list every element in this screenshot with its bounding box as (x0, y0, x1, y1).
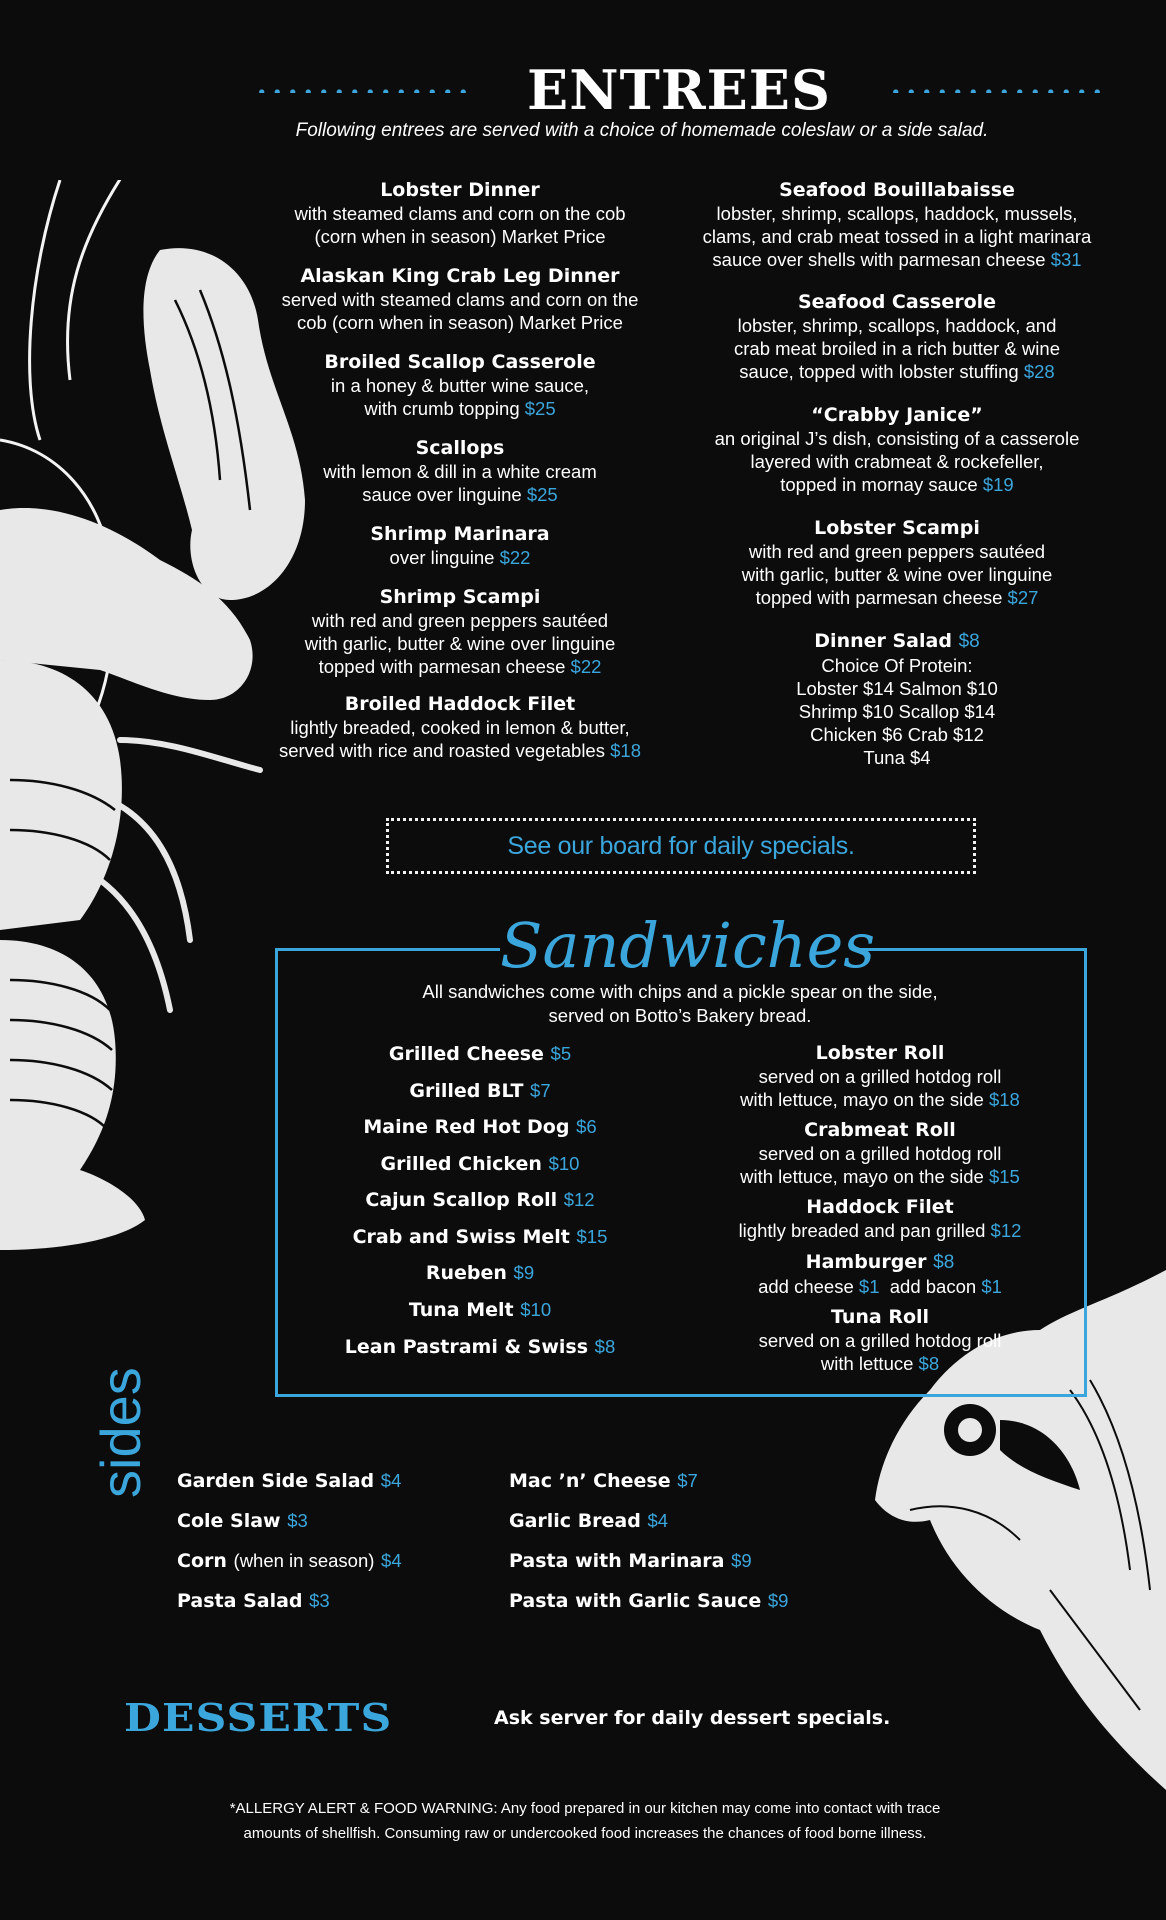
entree-desc: served with rice and roasted vegetables (278, 740, 605, 761)
allergy-line: *ALLERGY ALERT & FOOD WARNING: Any food prepared in our kitchen may come into contact with trace (229, 1800, 941, 1817)
sandwich-price: $8 (594, 1336, 616, 1357)
entree-desc: an original J’s dish, consisting of a casserole (714, 428, 1080, 449)
specials-box (386, 818, 976, 874)
side-name: Garden Side Salad (177, 1470, 375, 1492)
side-name: Cole Slaw (177, 1510, 281, 1532)
entree-desc: served with steamed clams and corn on the (281, 289, 639, 310)
side-name: Pasta with Garlic Sauce (509, 1590, 762, 1612)
entree-desc: with red and green peppers sautéed (311, 610, 609, 631)
side-price: $4 (647, 1510, 669, 1531)
entree-desc: with lemon & dill in a white cream (323, 461, 597, 482)
sandwich-desc: lightly breaded and pan grilled (738, 1220, 986, 1241)
sandwiches-title: Sandwiches (500, 906, 860, 986)
sandwich-price: $10 (520, 1299, 552, 1320)
entree-desc: (corn when in season) Market Price (314, 226, 606, 247)
title-dots-left (254, 89, 472, 93)
side-price: $3 (309, 1590, 330, 1611)
sandwich-price: $8 (933, 1252, 955, 1273)
entree-desc: sauce over shells with parmesan cheese (712, 249, 1046, 270)
side-name: Pasta with Marinara (509, 1550, 725, 1572)
sandwich-desc: with lettuce, mayo on the side (740, 1089, 984, 1110)
dinner-salad-item (690, 629, 1104, 769)
entree-item (260, 436, 660, 506)
entree-desc: sauce over linguine (362, 484, 522, 505)
entree-item (260, 585, 660, 678)
entree-name: Lobster Dinner (380, 179, 540, 201)
entree-price: $22 (499, 547, 531, 568)
sandwich-desc: with lettuce, mayo on the side (740, 1166, 984, 1187)
side-item (177, 1509, 308, 1533)
side-price: $3 (287, 1510, 308, 1531)
sandwich-name: Cajun Scallop Roll (365, 1189, 558, 1211)
side-item (509, 1469, 698, 1493)
entree-desc: with garlic, butter & wine over linguine (304, 633, 616, 654)
entree-desc: over linguine (389, 547, 495, 568)
desserts-title: DESSERTS (124, 1695, 393, 1740)
sandwiches-note (360, 980, 1000, 1028)
sandwich-name: Grilled Cheese (388, 1043, 544, 1065)
side-price: $4 (381, 1550, 402, 1571)
sandwich-price: $7 (530, 1080, 551, 1101)
entree-name: Seafood Casserole (797, 291, 997, 313)
specials-text: See our board for daily specials. (507, 832, 855, 860)
sandwich-name: Tuna Roll (830, 1306, 930, 1328)
side-name: Pasta Salad (177, 1590, 303, 1612)
side-item (509, 1509, 668, 1533)
entree-name: Broiled Scallop Casserole (324, 351, 596, 373)
entree-desc: sauce, topped with lobster stuffing (739, 361, 1019, 382)
sandwich-price: $10 (548, 1153, 580, 1174)
entree-price: $18 (610, 740, 641, 761)
sandwich-item (300, 1298, 660, 1322)
entree-price: $25 (524, 398, 556, 419)
allergy-warning (190, 1796, 980, 1846)
entree-name: Broiled Haddock Filet (344, 693, 576, 715)
sandwich-item (300, 1115, 660, 1139)
sandwich-name: Rueben (425, 1262, 507, 1284)
sandwich-item (300, 1225, 660, 1249)
sandwich-item (300, 1261, 660, 1285)
side-name: Corn (177, 1550, 227, 1572)
entree-name: Shrimp Scampi (379, 586, 541, 608)
entree-desc: topped with parmesan cheese (755, 587, 1003, 608)
sandwich-item (300, 1042, 660, 1066)
entree-price: $19 (982, 474, 1014, 495)
entree-desc: crab meat broiled in a rich butter & wine (734, 338, 1060, 359)
sandwich-name: Lobster Roll (815, 1042, 945, 1064)
entree-desc: layered with crabmeat & rockefeller, (750, 451, 1044, 472)
title-dots-right (888, 89, 1106, 93)
entree-desc: with crumb topping (364, 398, 520, 419)
sandwich-name: Grilled BLT (409, 1080, 524, 1102)
sandwich-price: $15 (576, 1226, 608, 1247)
entree-item (690, 178, 1104, 271)
sandwich-item (300, 1335, 660, 1359)
entree-price: $31 (1050, 249, 1082, 270)
sandwich-price: $12 (990, 1220, 1022, 1241)
entree-price: $25 (526, 484, 558, 505)
extra-price: $1 (981, 1276, 1002, 1297)
entree-desc: with red and green peppers sautéed (748, 541, 1046, 562)
sandwich-price: $12 (563, 1189, 595, 1210)
extra-price: $1 (858, 1276, 880, 1297)
extra-label: add bacon (889, 1276, 977, 1297)
sandwich-name: Haddock Filet (806, 1196, 954, 1218)
sandwiches-note-line: All sandwiches come with chips and a pickle spear on the side, (422, 981, 938, 1002)
protein-choice: Shrimp $10 Scallop $14 (798, 701, 996, 722)
entree-item (690, 403, 1104, 496)
entree-item (260, 178, 660, 248)
protein-choice: Tuna $4 (863, 747, 931, 768)
entree-item (260, 692, 660, 762)
entree-desc: lobster, shrimp, scallops, haddock, mussels, (716, 203, 1078, 224)
sandwich-item (300, 1079, 660, 1103)
entrees-subtitle: Following entrees are served with a choice of homemade coleslaw or a side salad. (295, 120, 989, 141)
sandwich-price: $6 (576, 1116, 597, 1137)
entree-desc: in a honey & butter wine sauce, (330, 375, 590, 396)
sandwich-price: $5 (550, 1043, 572, 1064)
entree-item (260, 264, 660, 334)
sides-label: sides (89, 1367, 152, 1498)
sandwiches-note-line: served on Botto’s Bakery bread. (548, 1005, 812, 1026)
desserts-note: Ask server for daily dessert specials. (494, 1707, 891, 1729)
entree-desc: with garlic, butter & wine over linguine (741, 564, 1053, 585)
entree-desc: with steamed clams and corn on the cob (294, 203, 626, 224)
entree-item (690, 516, 1104, 609)
entree-name: Lobster Scampi (814, 517, 980, 539)
sandwich-price: $9 (513, 1262, 535, 1283)
sandwich-name: Grilled Chicken (380, 1153, 542, 1175)
entree-price: $27 (1007, 587, 1039, 608)
entree-desc: cob (corn when in season) Market Price (297, 312, 623, 333)
side-item (177, 1469, 401, 1493)
side-item (509, 1589, 788, 1613)
sandwich-item (710, 1118, 1050, 1188)
sandwich-name: Maine Red Hot Dog (363, 1116, 570, 1138)
sandwich-desc: with lettuce (820, 1353, 914, 1374)
side-name: Garlic Bread (509, 1510, 641, 1532)
sandwich-desc: served on a grilled hotdog roll (758, 1330, 1002, 1351)
side-price: $4 (380, 1470, 402, 1491)
sandwich-item (710, 1195, 1050, 1242)
side-name: Mac ’n’ Cheese (509, 1470, 671, 1492)
sandwich-name: Lean Pastrami & Swiss (344, 1336, 589, 1358)
entree-name: “Crabby Janice” (811, 404, 983, 426)
sandwich-price: $15 (988, 1166, 1020, 1187)
protein-choice: Chicken $6 Crab $12 (810, 724, 984, 745)
sandwich-price: $8 (918, 1353, 940, 1374)
sandwich-price: $18 (988, 1089, 1020, 1110)
protein-choice: Choice Of Protein: (821, 655, 973, 676)
entree-name: Seafood Bouillabaisse (779, 179, 1015, 201)
sandwich-item (710, 1305, 1050, 1375)
entree-name: Shrimp Marinara (370, 523, 550, 545)
side-price: $9 (731, 1550, 752, 1571)
entree-price: $8 (958, 631, 980, 652)
allergy-line: amounts of shellfish. Consuming raw or undercooked food increases the chances of food borne illness. (243, 1825, 927, 1842)
sandwich-desc: served on a grilled hotdog roll (758, 1143, 1002, 1164)
entrees-title: ENTREES (527, 58, 831, 122)
entree-name: Alaskan King Crab Leg Dinner (300, 265, 620, 287)
protein-choice: Lobster $14 Salmon $10 (796, 678, 998, 699)
entree-desc: lobster, shrimp, scallops, haddock, and (737, 315, 1057, 336)
entree-price: $28 (1023, 361, 1055, 382)
side-item (509, 1549, 752, 1573)
sandwich-item (710, 1041, 1050, 1111)
entree-desc: lightly breaded, cooked in lemon & butter, (290, 717, 630, 738)
side-item (177, 1549, 402, 1573)
entree-name: Dinner Salad (814, 630, 952, 652)
sandwich-item (300, 1188, 660, 1212)
sandwich-name: Hamburger (805, 1251, 927, 1273)
entree-item (260, 522, 660, 569)
side-note: (when in season) (233, 1550, 375, 1571)
sandwich-item (710, 1250, 1050, 1298)
sandwich-item (300, 1152, 660, 1176)
side-item (177, 1589, 330, 1613)
entree-item (260, 350, 660, 420)
side-price: $9 (767, 1590, 789, 1611)
entree-desc: topped in mornay sauce (780, 474, 983, 495)
entree-name: Scallops (415, 437, 505, 459)
sandwich-name: Crabmeat Roll (804, 1119, 956, 1141)
extra-label: add cheese (758, 1276, 854, 1297)
sandwich-name: Crab and Swiss Melt (352, 1226, 570, 1248)
entree-price: $22 (570, 656, 602, 677)
entree-item (690, 290, 1104, 383)
sandwich-desc: served on a grilled hotdog roll (758, 1066, 1002, 1087)
sandwich-name: Tuna Melt (408, 1299, 514, 1321)
side-price: $7 (677, 1470, 698, 1491)
entree-desc: clams, and crab meat tossed in a light marinara (702, 226, 1092, 247)
entree-desc: topped with parmesan cheese (318, 656, 566, 677)
